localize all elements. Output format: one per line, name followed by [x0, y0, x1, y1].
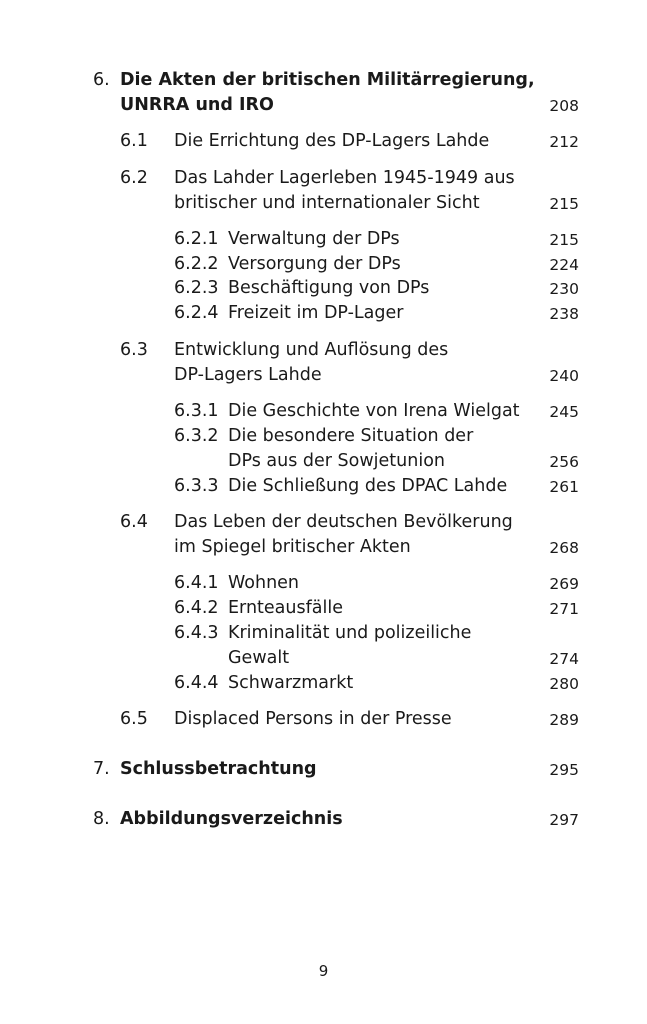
toc-number: 6.3.2 — [174, 426, 219, 446]
toc-title: Abbildungsverzeichnis — [120, 809, 343, 829]
toc-page: 240 — [549, 367, 579, 385]
toc-title: Kriminalität und polizeiliche — [228, 623, 472, 643]
toc-title: Entwicklung und Auflösung des — [174, 340, 449, 360]
toc-page: 280 — [549, 675, 579, 693]
toc-page: 297 — [549, 811, 579, 829]
toc-page: 271 — [549, 600, 579, 618]
toc-number: 6.4.3 — [174, 623, 219, 643]
toc-number: 6.3.3 — [174, 476, 219, 496]
toc-number: 6.4.4 — [174, 673, 219, 693]
toc-number: 6.4.2 — [174, 598, 219, 618]
toc-title: Die Schließung des DPAC Lahde — [228, 476, 508, 496]
toc-title: Schlussbetrachtung — [120, 759, 317, 779]
toc-page: 295 — [549, 761, 579, 779]
toc-title: britischer und internationaler Sicht — [174, 193, 480, 213]
toc-title: Das Lahder Lagerleben 1945-1949 aus — [174, 168, 515, 188]
toc-number: 8. — [93, 809, 110, 829]
toc-title: Das Leben der deutschen Bevölkerung — [174, 512, 513, 532]
toc-page: 289 — [549, 711, 579, 729]
toc-number: 6.2.3 — [174, 278, 219, 298]
toc-page: 224 — [549, 256, 579, 274]
page-number: 9 — [318, 962, 329, 980]
toc-title: Schwarzmarkt — [228, 673, 354, 693]
toc-title: Gewalt — [228, 648, 290, 668]
toc-number: 6.5 — [120, 709, 148, 729]
toc-number: 6.4 — [120, 512, 148, 532]
toc-page: 269 — [549, 575, 579, 593]
toc-title: DPs aus der Sowjetunion — [228, 451, 445, 471]
toc-title: Displaced Persons in der Presse — [174, 709, 452, 729]
toc-number: 6.1 — [120, 131, 148, 151]
toc-number: 6.2 — [120, 168, 148, 188]
toc-title: Verwaltung der DPs — [228, 229, 400, 249]
toc-page: 274 — [549, 650, 579, 668]
toc-number: 6.3 — [120, 340, 148, 360]
toc-page: 230 — [549, 280, 579, 298]
toc-page: 261 — [549, 478, 579, 496]
toc-title: Versorgung der DPs — [228, 254, 401, 274]
toc-title: Beschäftigung von DPs — [228, 278, 430, 298]
toc-title: im Spiegel britischer Akten — [174, 537, 411, 557]
toc-number: 6.2.1 — [174, 229, 219, 249]
toc-number: 6.4.1 — [174, 573, 219, 593]
toc-page: 215 — [549, 195, 579, 213]
toc-number: 6.3.1 — [174, 401, 219, 421]
toc-title: Freizeit im DP-Lager — [228, 303, 404, 323]
toc-page: 256 — [549, 453, 579, 471]
toc-number: 7. — [93, 759, 110, 779]
toc-title: Die Errichtung des DP-Lagers Lahde — [174, 131, 490, 151]
toc-number: 6.2.2 — [174, 254, 219, 274]
toc-number: 6.2.4 — [174, 303, 219, 323]
toc-page: 212 — [549, 133, 579, 151]
toc-page: 245 — [549, 403, 579, 421]
toc-number: 6. — [93, 70, 110, 90]
toc-title: Ernteausfälle — [228, 598, 343, 618]
toc-page: 268 — [549, 539, 579, 557]
toc-title: UNRRA und IRO — [120, 95, 274, 115]
toc-page: 215 — [549, 231, 579, 249]
toc-title: DP-Lagers Lahde — [174, 365, 322, 385]
toc-page: 208 — [549, 97, 579, 115]
toc-page: 238 — [549, 305, 579, 323]
toc-title: Die Geschichte von Irena Wielgat — [228, 401, 520, 421]
toc-title: Die Akten der britischen Militärregierung, — [120, 70, 535, 90]
toc-title: Die besondere Situation der — [228, 426, 474, 446]
toc-title: Wohnen — [228, 573, 300, 593]
